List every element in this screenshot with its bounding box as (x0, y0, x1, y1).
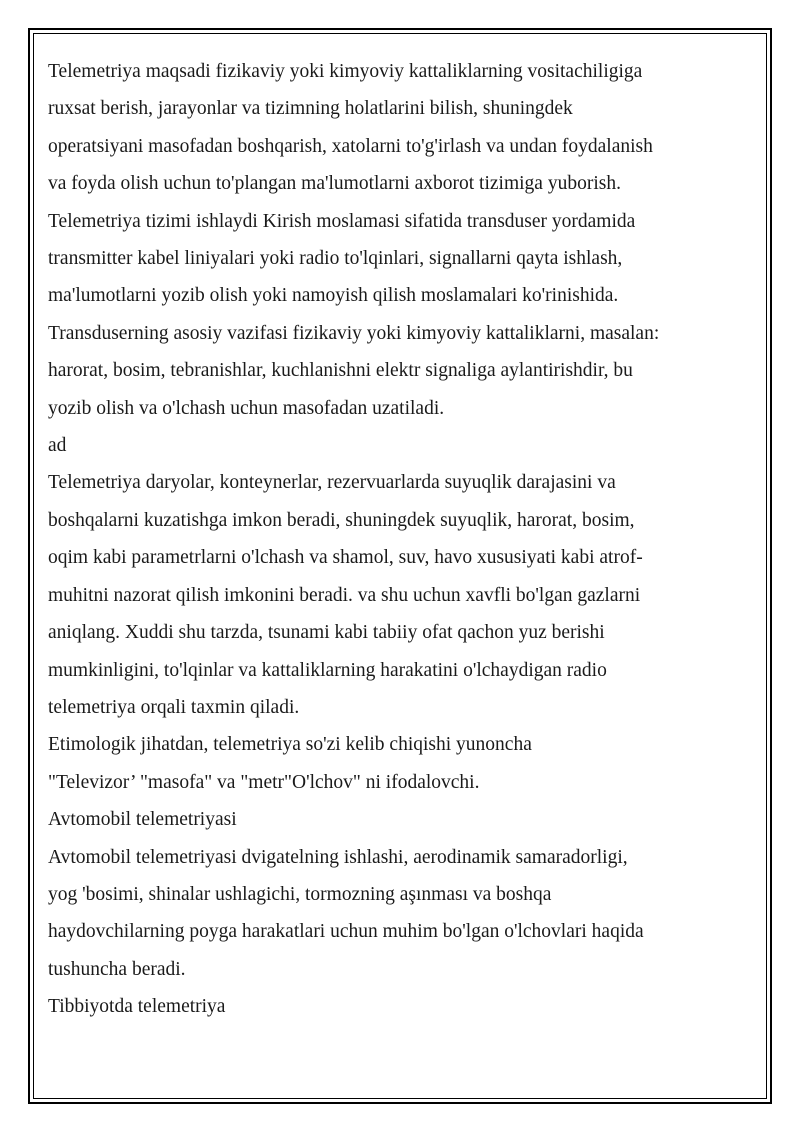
text-line: tushuncha beradi. (48, 958, 186, 980)
page-border-frame (33, 33, 767, 1099)
text-line: ma'lumotlarni yozib olish yoki namoyish qilish moslamalari ko'rinishida. (48, 285, 619, 307)
text-line: operatsiyani masofadan boshqarish, xatolarni to'g'irlash va undan foydalanish (48, 135, 653, 157)
text-line: ruxsat berish, jarayonlar va tizimning holatlarini bilish, shuningdek (48, 98, 573, 120)
text-line: Transduserning asosiy vazifasi fizikaviy yoki kimyoviy kattaliklarni, masalan: (48, 322, 660, 344)
text-line: haydovchilarning poyga harakatlari uchun muhim bo'lgan o'lchovlari haqida (48, 921, 644, 943)
text-line: "Televizor’ "masofa" va "metr"O'lchov" ni ifodalovchi. (48, 771, 480, 793)
text-line: transmitter kabel liniyalari yoki radio to'lqinlari, signallarni qayta ishlash, (48, 248, 623, 270)
document-text-body (48, 53, 754, 1026)
text-line: Telemetriya tizimi ishlaydi Kirish moslamasi sifatida transduser yordamida (48, 210, 636, 232)
text-line: harorat, bosim, tebranishlar, kuchlanishni elektr signaliga aylantirishdir, bu (48, 360, 633, 382)
text-line: oqim kabi parametrlarni o'lchash va shamol, suv, havo xususiyati kabi atrof- (48, 547, 643, 569)
text-line: boshqalarni kuzatishga imkon beradi, shuningdek suyuqlik, harorat, bosim, (48, 509, 635, 531)
text-line: aniqlang. Xuddi shu tarzda, tsunami kabi tabiiy ofat qachon yuz berishi (48, 622, 605, 644)
text-line: ad (48, 435, 67, 457)
text-line: mumkinligini, to'lqinlar va kattaliklarning harakatini o'lchaydigan radio (48, 659, 607, 681)
text-line: Etimologik jihatdan, telemetriya so'zi kelib chiqishi yunoncha (48, 734, 532, 756)
text-line: yog 'bosimi, shinalar ushlagichi, tormozning aşınması va boshqa (48, 883, 552, 905)
text-line: telemetriya orqali taxmin qiladi. (48, 696, 300, 718)
text-line: Telemetriya daryolar, konteynerlar, rezervuarlarda suyuqlik darajasini va (48, 472, 616, 494)
text-line: Telemetriya maqsadi fizikaviy yoki kimyoviy kattaliklarning vositachiligiga (48, 61, 643, 82)
text-line: yozib olish va o'lchash uchun masofadan uzatiladi. (48, 397, 445, 419)
section-heading: Tibbiyotda telemetriya (48, 996, 226, 1018)
text-line: muhitni nazorat qilish imkonini beradi. va shu uchun xavfli bo'lgan gazlarni (48, 584, 641, 606)
section-heading: Avtomobil telemetriyasi (48, 809, 237, 831)
text-line: va foyda olish uchun to'plangan ma'lumotlarni axborot tizimiga yuborish. (48, 173, 621, 195)
text-line: Avtomobil telemetriyasi dvigatelning ishlashi, aerodinamik samaradorligi, (48, 846, 628, 868)
